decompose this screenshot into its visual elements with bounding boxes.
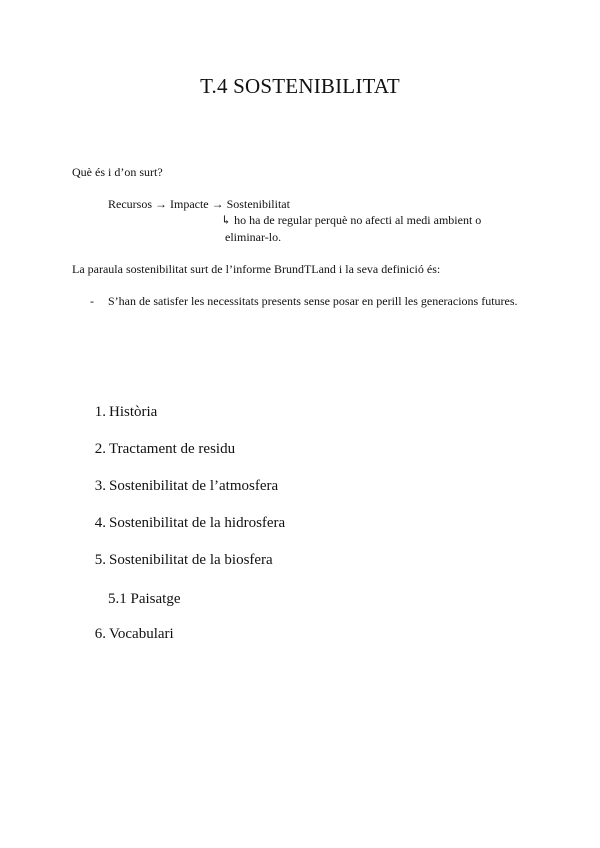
toc-number: 5. bbox=[94, 552, 106, 568]
flow-note-line2: eliminar-lo. bbox=[225, 230, 282, 244]
flow-note-text: ho ha de regular perquè no afecti al medi ambient o bbox=[234, 213, 482, 227]
toc-label: Sostenibilitat de la hidrosfera bbox=[109, 515, 286, 531]
page-title: T.4 SOSTENIBILITAT bbox=[200, 74, 400, 98]
return-arrow-icon: ↳ bbox=[221, 213, 232, 227]
toc-label: Sostenibilitat de la biosfera bbox=[109, 552, 273, 568]
toc-number: 2. bbox=[94, 441, 106, 457]
toc-number: 1. bbox=[94, 404, 106, 420]
toc-number: 6. bbox=[94, 626, 106, 642]
toc-number: 3. bbox=[94, 478, 106, 494]
toc-number: 4. bbox=[94, 515, 106, 531]
toc-label: Història bbox=[109, 404, 158, 420]
toc-subitem-paisatge: 5.1 Paisatge bbox=[108, 591, 181, 607]
intro-paragraph: La paraula sostenibilitat surt de l’informe BrundTLand i la seva definició és: bbox=[72, 262, 441, 276]
flow-line: Recursos → Impacte → Sostenibilitat bbox=[108, 197, 290, 211]
toc-label: Vocabulari bbox=[109, 626, 174, 642]
question-heading: Què és i d’on surt? bbox=[72, 165, 163, 179]
toc-label: Tractament de residu bbox=[109, 441, 236, 457]
toc-label: Sostenibilitat de l’atmosfera bbox=[109, 478, 279, 494]
bullet-marker: - bbox=[90, 294, 94, 308]
flow-note-line1 bbox=[221, 212, 481, 228]
bullet-text: S’han de satisfer les necessitats presents sense posar en perill les generacions futures. bbox=[108, 294, 518, 308]
